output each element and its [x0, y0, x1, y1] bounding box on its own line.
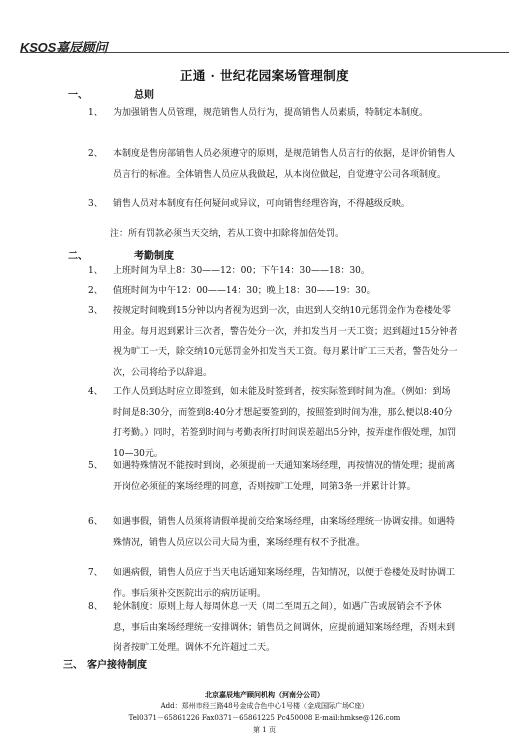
item-number: 3、 [88, 199, 103, 209]
item-number: 7、 [88, 568, 103, 578]
item-number: 1、 [88, 266, 103, 276]
section-title: 考勤制度 [134, 251, 174, 262]
item-text: 轮休制度：原则上每人每周休息一天（周二至周五之间），如遇广告或展销会不予休息，事后由案场经理统一安排调休；销售员之间调休，应提前通知案场经理，否则未到岗者按旷工处理。调休不允许超过二天。 [113, 602, 456, 653]
section-heading-attendance [68, 247, 174, 262]
section-title: 总则 [134, 90, 154, 101]
item-text: 如遇事假，销售人员须将请假单提前交给案场经理，由案场经理统一协调安排。如遇特殊情况，销售人员应以公司大局为重，案场经理有权不予批准。 [113, 517, 456, 548]
item-number: 5、 [88, 461, 103, 471]
item-number: 3、 [88, 306, 103, 316]
item-number: 8、 [88, 602, 103, 612]
list-item [88, 261, 458, 282]
note-text: 注：所有罚款必须当天交纳，若从工资中扣除将加倍处罚。 [110, 229, 345, 239]
section-number: 一、 [68, 90, 88, 101]
item-number: 6、 [88, 517, 103, 527]
section-number: 三、 [63, 660, 83, 671]
item-text: 按规定时间晚到15分钟以内者视为迟到一次，由迟到人交纳10元惩罚金作为卷楼处零用金。每月迟到累计三次者，警告处分一次，并扣发当月一天工资；迟到超过15分钟者视为旷工一天，除交纳10元惩罚金外扣发当天工资。每月累计旷工三天者，警告处分一次，公司将给予以辞退。 [113, 306, 458, 378]
list-item [88, 456, 458, 497]
item-text: 为加强销售人员管理，规范销售人员行为，提高销售人员素质，特制定本制度。 [113, 108, 429, 118]
item-text: 销售人员对本制度有任何疑问或异议，可向销售经理咨询，不得越级反映。 [113, 199, 411, 209]
list-item [88, 103, 458, 124]
page-number: 第 1 页 [253, 726, 276, 734]
list-item [88, 144, 458, 185]
list-item [88, 597, 458, 659]
item-text: 值班时间为中午12：00——14：30；晚上18：30——19：30。 [113, 286, 376, 296]
item-text: 工作人员到达时应立即签到，如未能及时签到者，按实际签到时间为准。（例如：到场时间是8:30分，而签到8:40分才想起要签到的，按照签到时间为准，那么便以8:40分打考勤。）同时，若签到时间与考勤表所打时间误差超出5分钟，按弄虚作假处理，加罚10—30元。 [113, 387, 457, 459]
item-number: 1、 [88, 108, 103, 118]
item-number: 4、 [88, 387, 103, 397]
list-item [88, 382, 458, 464]
footer-contact: Tel0371－65861226 Fax0371－65861225 Pc450008 E-mail:hmkse@126.com [128, 714, 401, 722]
section-number: 二、 [68, 251, 88, 262]
item-text: 如遇特殊情况不能按时到岗，必须提前一天通知案场经理，再按情况的情处理；提前离开岗位必须征的案场经理的同意，否则按旷工处理，同第3条一并累计计算。 [113, 461, 456, 492]
item-text: 如遇病假，销售人员应于当天电话通知案场经理，告知情况，以便于卷楼处及时协调工作。事后须补交医院出示的病历证明。 [113, 568, 456, 599]
item-number: 2、 [88, 286, 103, 296]
footer-company: 北京嘉辰地产顾问机构（河南分公司） [205, 690, 324, 699]
document-title: 正通 · 世纪花园案场管理制度 [179, 68, 350, 83]
header-divider [20, 52, 509, 53]
section-heading-reception [63, 656, 147, 671]
list-item [88, 194, 458, 215]
list-item [88, 281, 458, 302]
list-item [88, 512, 458, 553]
section-heading-general [68, 86, 154, 101]
footer-address: Add：郑州市经三路48号金成合色中心1号楼（金成国际广场C座） [160, 702, 369, 710]
company-logo: KSOS嘉辰顾问 [20, 40, 108, 55]
item-text: 上班时间为早上8：30——12：00；下午14：30——18：30。 [113, 266, 370, 276]
item-number: 2、 [88, 149, 103, 159]
list-item [88, 301, 458, 383]
item-text: 本制度是售房部销售人员必须遵守的原则，是规范销售人员言行的依据，是评价销售人员言行的标准。全体销售人员应从我做起，从本岗位做起，自觉遵守公司各项制度。 [113, 149, 456, 180]
section-title: 客户接待制度 [87, 660, 147, 671]
